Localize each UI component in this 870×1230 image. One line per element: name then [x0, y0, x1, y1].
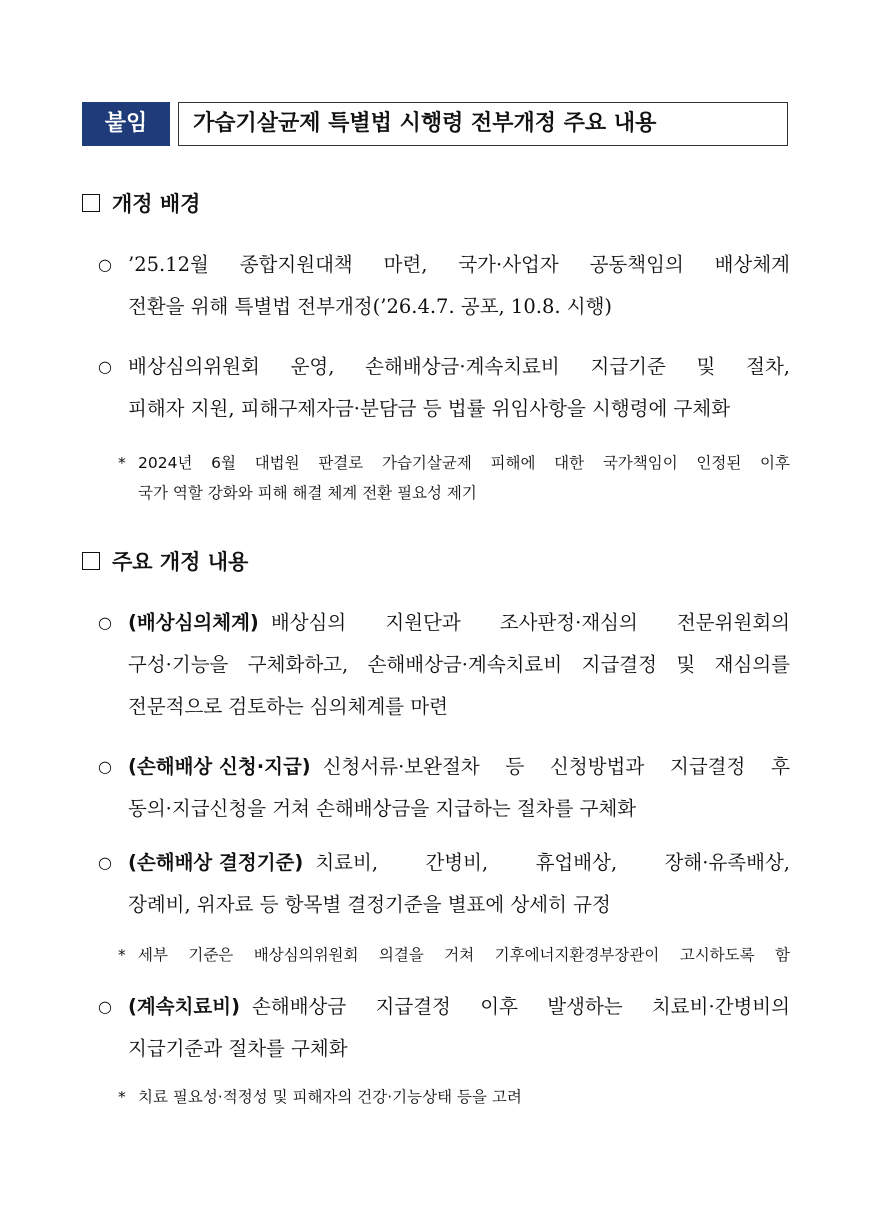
- bullet-text: 손해배상금 지급결정 이후 발생하는 치료비·간병비의: [252, 995, 790, 1018]
- note-line: [118, 1082, 790, 1112]
- bullet-text: 배상심의위원회 운영, 손해배상금·계속치료비 지급기준 및 절차,: [128, 355, 790, 378]
- bullet-text: 배상심의 지원단과 조사판정·재심의 전문위원회의: [270, 611, 790, 634]
- bullet-item-background-2: [98, 346, 790, 430]
- note-text: 치료 필요성·적정성 및 피해자의 건강·기능상태 등을 고려: [138, 1088, 522, 1106]
- bullet-line: [98, 986, 790, 1028]
- note-line: [118, 940, 790, 970]
- section-title: 개정 배경: [112, 192, 201, 216]
- section-heading-main: [82, 546, 248, 576]
- checkbox-square-icon: [82, 552, 100, 570]
- section-title: 주요 개정 내용: [112, 550, 249, 574]
- bullet-line: [98, 686, 790, 728]
- bullet-item-main-2: [98, 746, 790, 830]
- circle-bullet-icon: ○: [98, 613, 112, 632]
- asterisk-icon: *: [118, 1088, 126, 1106]
- bullet-line: [98, 388, 790, 430]
- note-text: 2024년 6월 대법원 판결로 가습기살균제 피해에 대한 국가책임이 인정된 이후: [138, 454, 790, 472]
- bullet-line: [98, 746, 790, 788]
- bullet-lead: (배상심의체계): [128, 611, 259, 634]
- checkbox-square-icon: [82, 194, 100, 212]
- bullet-line: [98, 286, 790, 328]
- document-title: 가습기살균제 특별법 시행령 전부개정 주요 내용: [178, 102, 788, 146]
- bullet-line: [98, 602, 790, 644]
- note-text: 세부 기준은 배상심의위원회 의결을 거쳐 기후에너지환경부장관이 고시하도록 함: [138, 946, 790, 964]
- bullet-line: [98, 346, 790, 388]
- note-line: [118, 478, 790, 508]
- bullet-text: 전문적으로 검토하는 심의체계를 마련: [128, 695, 448, 718]
- circle-bullet-icon: ○: [98, 757, 112, 776]
- bullet-line: [98, 244, 790, 286]
- circle-bullet-icon: ○: [98, 357, 112, 376]
- circle-bullet-icon: ○: [98, 997, 112, 1016]
- section-heading-background: [82, 188, 200, 218]
- attachment-tag: 붙임: [82, 102, 170, 146]
- bullet-lead: (손해배상 결정기준): [128, 851, 304, 874]
- footnote-main-4: [118, 1082, 790, 1112]
- bullet-line: [98, 842, 790, 884]
- bullet-text: 신청서류·보완절차 등 신청방법과 지급결정 후: [322, 755, 790, 778]
- bullet-text: 피해자 지원, 피해구제자금·분담금 등 법률 위임사항을 시행령에 구체화: [128, 397, 731, 420]
- bullet-line: [98, 1028, 790, 1070]
- bullet-text: 동의·지급신청을 거쳐 손해배상금을 지급하는 절차를 구체화: [128, 797, 637, 820]
- footnote-main-3: [118, 940, 790, 970]
- note-line: [118, 448, 790, 478]
- bullet-lead: (계속치료비): [128, 995, 241, 1018]
- bullet-text: ’25.12월 종합지원대책 마련, 국가·사업자 공동책임의 배상체계: [128, 253, 790, 276]
- bullet-item-main-4: [98, 986, 790, 1070]
- circle-bullet-icon: ○: [98, 255, 112, 274]
- bullet-line: [98, 644, 790, 686]
- bullet-line: [98, 884, 790, 926]
- note-text: 국가 역할 강화와 피해 해결 체계 전환 필요성 제기: [138, 484, 477, 502]
- document-header: [82, 102, 788, 146]
- footnote-background: [118, 448, 790, 508]
- bullet-text: 전환을 위해 특별법 전부개정(’26.4.7. 공포, 10.8. 시행): [128, 295, 613, 318]
- asterisk-icon: *: [118, 454, 126, 472]
- bullet-text: 구성·기능을 구체화하고, 손해배상금·계속치료비 지급결정 및 재심의를: [128, 653, 790, 676]
- bullet-item-background-1: [98, 244, 790, 328]
- bullet-line: [98, 788, 790, 830]
- bullet-text: 장례비, 위자료 등 항목별 결정기준을 별표에 상세히 규정: [128, 893, 611, 916]
- bullet-text: 지급기준과 절차를 구체화: [128, 1037, 348, 1060]
- bullet-item-main-1: [98, 602, 790, 728]
- bullet-item-main-3: [98, 842, 790, 926]
- circle-bullet-icon: ○: [98, 853, 112, 872]
- asterisk-icon: *: [118, 946, 126, 964]
- bullet-lead: (손해배상 신청·지급): [128, 755, 311, 778]
- bullet-text: 치료비, 간병비, 휴업배상, 장해·유족배상,: [315, 851, 790, 874]
